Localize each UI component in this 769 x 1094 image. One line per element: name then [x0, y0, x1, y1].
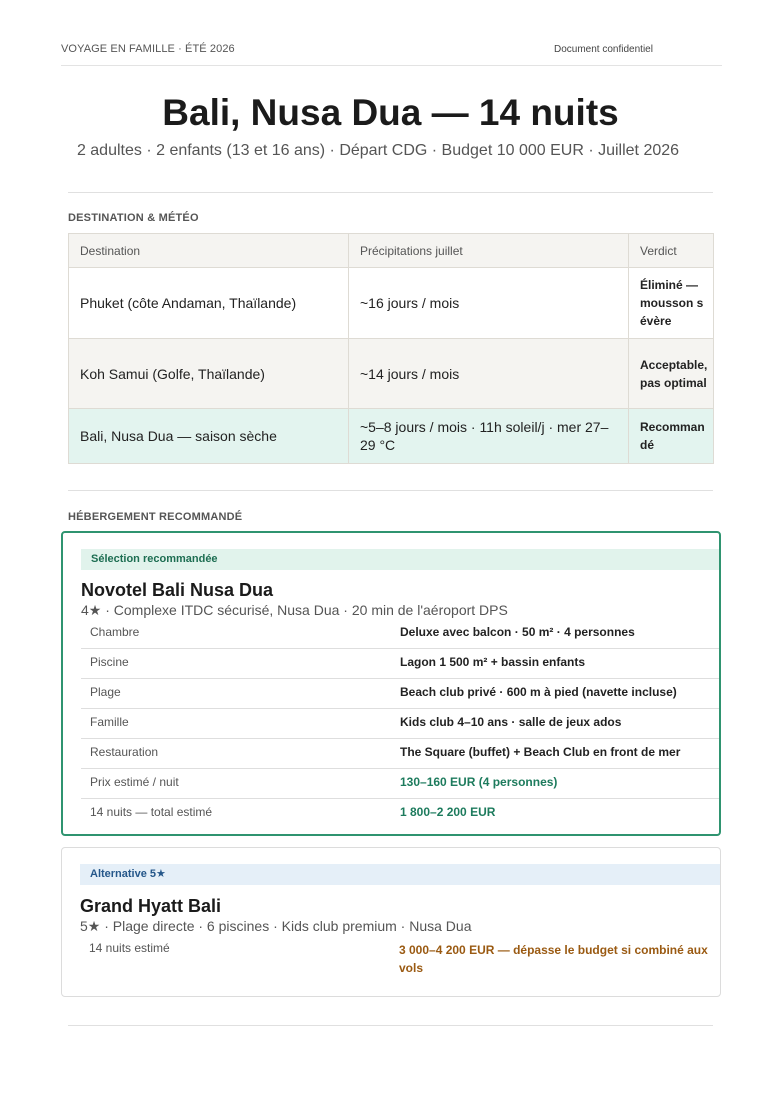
spec-label: Restauration [90, 745, 159, 759]
section-divider [68, 192, 713, 193]
spec-label: Prix estimé / nuit [90, 775, 179, 789]
spec-label: 14 nuits — total estimé [90, 805, 213, 819]
spec-value: 1 800–2 200 EUR [400, 805, 496, 819]
recommended-hotel-card [61, 531, 721, 836]
recommended-badge: Sélection recommandée [81, 549, 719, 570]
spec-value: Lagon 1 500 m² + bassin enfants [400, 655, 586, 669]
destination-cell: Bali, Nusa Dua — saison sèche [69, 409, 349, 464]
precipitation-cell: ~16 jours / mois [349, 268, 629, 339]
spec-label: Famille [90, 715, 129, 729]
spec-row-total [81, 799, 719, 828]
section-divider [68, 1025, 713, 1026]
spec-value: Beach club privé · 600 m à pied (navette incluse) [400, 685, 677, 699]
spec-row-beach [81, 679, 719, 709]
table-row [69, 339, 714, 409]
hotel-name: Grand Hyatt Bali [80, 896, 222, 916]
page-title: Bali, Nusa Dua — 14 nuits [162, 92, 619, 133]
spec-row-dining [81, 739, 719, 769]
verdict-cell: Recommandé [629, 409, 714, 464]
accommodation-section-heading: HÉBERGEMENT RECOMMANDÉ [68, 511, 243, 523]
spec-label: Plage [90, 685, 121, 699]
section-divider [68, 490, 713, 491]
verdict-cell: Acceptable, pas optimal [629, 339, 714, 409]
destination-table [68, 233, 714, 464]
spec-value: 130–160 EUR (4 personnes) [400, 775, 558, 789]
spec-value: Kids club 4–10 ans · salle de jeux ados [400, 715, 622, 729]
column-header-verdict: Verdict [629, 234, 714, 268]
destination-cell: Koh Samui (Golfe, Thaïlande) [69, 339, 349, 409]
document-header [61, 43, 722, 66]
column-header-precipitation: Précipitations juillet [349, 234, 629, 268]
precipitation-cell: ~5–8 jours / mois · 11h soleil/j · mer 27–29 °C [349, 409, 629, 464]
alternative-hotel-card [61, 847, 721, 997]
spec-row-price-per-night [81, 769, 719, 799]
alternative-badge: Alternative 5★ [80, 864, 720, 885]
spec-label: Chambre [90, 625, 140, 639]
hotel-specs-list [81, 619, 719, 828]
table-header-row [69, 234, 714, 268]
spec-row-family [81, 709, 719, 739]
document-header-title: VOYAGE EN FAMILLE · ÉTÉ 2026 [61, 43, 235, 55]
table-row [69, 268, 714, 339]
hotel-meta: 4★ · Complexe ITDC sécurisé, Nusa Dua · 20 min de l'aéroport DPS [81, 602, 508, 618]
spec-label: 14 nuits estimé [89, 941, 170, 955]
spec-label: Piscine [90, 655, 129, 669]
column-header-destination: Destination [69, 234, 349, 268]
spec-value: 3 000–4 200 EUR — dépasse le budget si combiné aux vols [399, 943, 708, 975]
hotel-meta: 5★ · Plage directe · 6 piscines · Kids club premium · Nusa Dua [80, 918, 472, 934]
spec-row-room [81, 619, 719, 649]
destination-cell: Phuket (côte Andaman, Thaïlande) [69, 268, 349, 339]
confidential-label: Document confidentiel [554, 44, 653, 55]
spec-value: The Square (buffet) + Beach Club en front de mer [400, 745, 681, 759]
spec-row-pool [81, 649, 719, 679]
table-row-recommended [69, 409, 714, 464]
destination-section-heading: DESTINATION & MÉTÉO [68, 212, 199, 224]
page-subtitle: 2 adultes · 2 enfants (13 et 16 ans) · Départ CDG · Budget 10 000 EUR · Juillet 2026 [76, 142, 680, 159]
spec-value: Deluxe avec balcon · 50 m² · 4 personnes [400, 625, 635, 639]
verdict-cell: Éliminé — mousson sévère [629, 268, 714, 339]
precipitation-cell: ~14 jours / mois [349, 339, 629, 409]
hotel-name: Novotel Bali Nusa Dua [81, 580, 274, 600]
